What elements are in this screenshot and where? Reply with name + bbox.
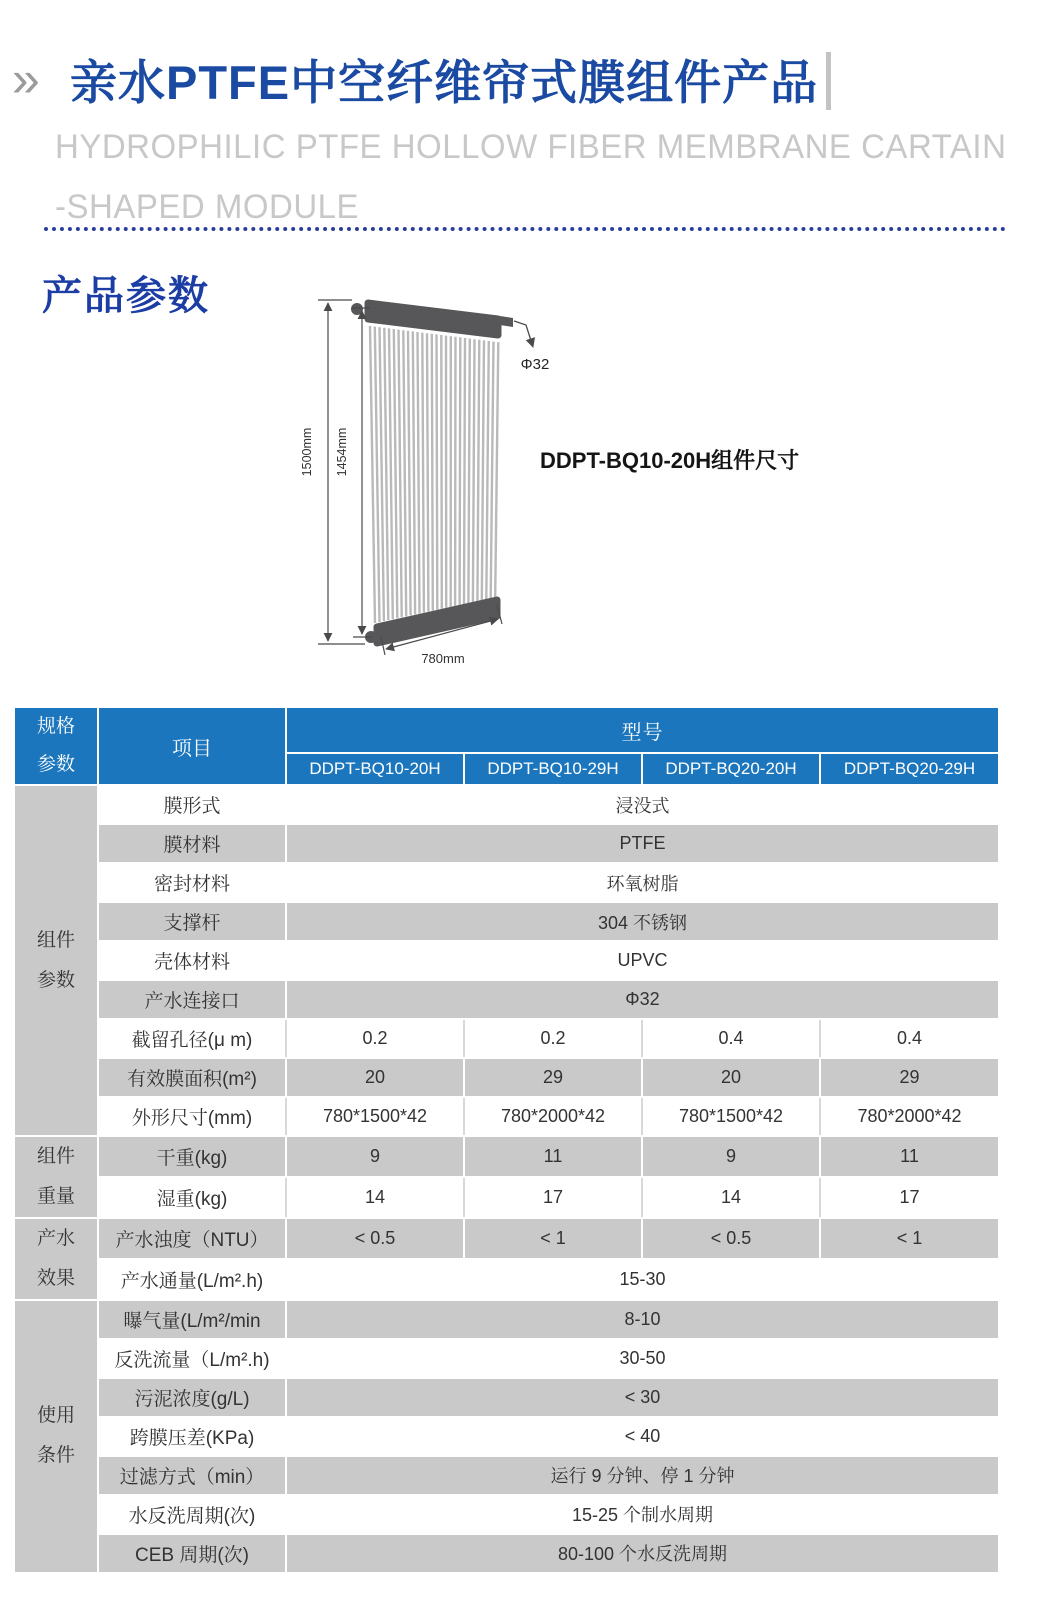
table-row: [15, 1137, 998, 1176]
model-header-cell: DDPT-BQ10-20H: [287, 754, 463, 784]
row-value: 14: [643, 1178, 819, 1217]
row-span-value: 30-50: [287, 1340, 998, 1377]
group-label-line: 组件: [36, 1146, 75, 1167]
row-label: 产水连接口: [99, 981, 285, 1018]
model-header-cell: DDPT-BQ20-29H: [821, 754, 998, 784]
table-row: [15, 1020, 998, 1057]
row-span-value: 环氧树脂: [287, 864, 998, 901]
row-label: 过滤方式（min）: [99, 1457, 285, 1494]
row-span-value: 80-100 个水反洗周期: [287, 1535, 998, 1572]
row-value: 17: [821, 1178, 998, 1217]
row-value: 780*1500*42: [643, 1098, 819, 1135]
table-row: [15, 1260, 998, 1299]
row-label: 膜形式: [99, 786, 285, 823]
table-row: [15, 1219, 998, 1258]
row-value: 11: [465, 1137, 641, 1176]
dim-inner-height-label: 1454mm: [335, 427, 349, 477]
group-label-line: 产水: [36, 1227, 75, 1249]
row-span-value: 15-25 个制水周期: [287, 1496, 998, 1533]
row-span-value: Φ32: [287, 981, 998, 1018]
row-value: < 1: [821, 1219, 998, 1258]
page-title: 亲水PTFE中空纤维帘式膜组件产品: [70, 56, 819, 109]
diagram-caption: DDPT-BQ10-20H组件尺寸: [540, 448, 800, 473]
group-cell: [15, 786, 97, 1135]
row-label: 湿重(kg): [99, 1178, 285, 1217]
row-value: 20: [643, 1059, 819, 1096]
dotted-separator: [44, 212, 1006, 231]
row-value: 0.4: [821, 1020, 998, 1057]
module-diagram: [280, 285, 580, 680]
row-label: 有效膜面积(m²): [99, 1059, 285, 1096]
corner-line2: 参数: [36, 754, 75, 775]
row-label: 跨膜压差(KPa): [99, 1418, 285, 1455]
row-label: 密封材料: [99, 864, 285, 901]
table-row: [15, 1457, 998, 1494]
row-label: 干重(kg): [99, 1137, 285, 1176]
dim-width-label: 780mm: [421, 651, 465, 666]
row-value: 0.4: [643, 1020, 819, 1057]
row-span-value: 304 不锈钢: [287, 903, 998, 940]
table-row: [15, 1496, 998, 1533]
group-label-line: 重量: [36, 1185, 75, 1207]
row-value: 17: [465, 1178, 641, 1217]
row-value: 780*1500*42: [287, 1098, 463, 1135]
row-value: 9: [643, 1137, 819, 1176]
dim-outer-height-label: 1500mm: [300, 427, 314, 477]
group-label-line: 使用: [36, 1405, 75, 1427]
model-header-cell: DDPT-BQ10-29H: [465, 754, 641, 784]
double-chevron-icon: »: [12, 51, 40, 107]
table-row: [15, 981, 998, 1018]
row-label: 外形尺寸(mm): [99, 1098, 285, 1135]
section-heading: 产品参数: [42, 274, 210, 318]
table-row: [15, 903, 998, 940]
row-value: 29: [465, 1059, 641, 1096]
row-span-value: UPVC: [287, 942, 998, 979]
model-header-cell: DDPT-BQ20-20H: [643, 754, 819, 784]
table-row: [15, 942, 998, 979]
page-subtitle-line2: -SHAPED MODULE: [55, 186, 360, 226]
row-value: 0.2: [465, 1020, 641, 1057]
row-value: < 0.5: [287, 1219, 463, 1258]
row-label: 水反洗周期(次): [99, 1496, 285, 1533]
group-label-line: 组件: [36, 929, 75, 951]
connector-leader-line: [514, 321, 533, 347]
row-label: 产水浊度（NTU）: [99, 1219, 285, 1258]
table-row: [15, 1418, 998, 1455]
title-end-bar: [826, 52, 831, 110]
group-label-line: 参数: [36, 969, 75, 991]
page-subtitle-line1: HYDROPHILIC PTFE HOLLOW FIBER MEMBRANE CARTAIN: [55, 126, 1007, 166]
row-label: 反洗流量（L/m².h): [99, 1340, 285, 1377]
table-row: [15, 1098, 998, 1135]
row-value: 14: [287, 1178, 463, 1217]
row-value: 20: [287, 1059, 463, 1096]
table-row: [15, 1379, 998, 1416]
row-value: 780*2000*42: [821, 1098, 998, 1135]
row-value: 29: [821, 1059, 998, 1096]
row-label: 膜材料: [99, 825, 285, 862]
row-value: < 0.5: [643, 1219, 819, 1258]
row-span-value: PTFE: [287, 825, 998, 862]
membrane-fibers: [370, 326, 498, 623]
table-row: [15, 786, 998, 823]
table-row: [15, 1178, 998, 1217]
group-cell: [15, 1137, 97, 1217]
row-value: 9: [287, 1137, 463, 1176]
corner-header-cell: [15, 708, 97, 784]
row-label: 产水通量(L/m².h): [99, 1260, 285, 1299]
table-row: [15, 825, 998, 862]
group-cell: [15, 1301, 97, 1572]
item-header-cell: 项目: [99, 708, 285, 784]
row-span-value: 8-10: [287, 1301, 998, 1338]
row-span-value: 运行 9 分钟、停 1 分钟: [287, 1457, 998, 1494]
row-label: 曝气量(L/m²/min: [99, 1301, 285, 1338]
model-group-header-cell: 型号: [287, 708, 998, 752]
row-span-value: 15-30: [287, 1260, 998, 1299]
table-row: [15, 864, 998, 901]
row-value: 11: [821, 1137, 998, 1176]
row-label: 截留孔径(μ m): [99, 1020, 285, 1057]
group-label-line: 效果: [36, 1267, 75, 1289]
row-value: < 1: [465, 1219, 641, 1258]
row-label: 支撑杆: [99, 903, 285, 940]
row-label: 污泥浓度(g/L): [99, 1379, 285, 1416]
row-span-value: < 30: [287, 1379, 998, 1416]
row-label: CEB 周期(次): [99, 1535, 285, 1572]
corner-line1: 规格: [36, 716, 75, 737]
table-row: [15, 1301, 998, 1338]
table-row: [15, 1340, 998, 1377]
row-value: 0.2: [287, 1020, 463, 1057]
group-cell: [15, 1219, 97, 1299]
row-value: 780*2000*42: [465, 1098, 641, 1135]
dim-connector-label: Φ32: [520, 356, 550, 373]
table-row: [15, 1535, 998, 1572]
dimension-inner-height: [352, 308, 372, 637]
spec-table: [13, 706, 1000, 1574]
row-span-value: 浸没式: [287, 786, 998, 823]
table-row: [15, 1059, 998, 1096]
table-header-row: [15, 708, 998, 752]
group-label-line: 条件: [36, 1445, 75, 1467]
row-span-value: < 40: [287, 1418, 998, 1455]
row-label: 壳体材料: [99, 942, 285, 979]
